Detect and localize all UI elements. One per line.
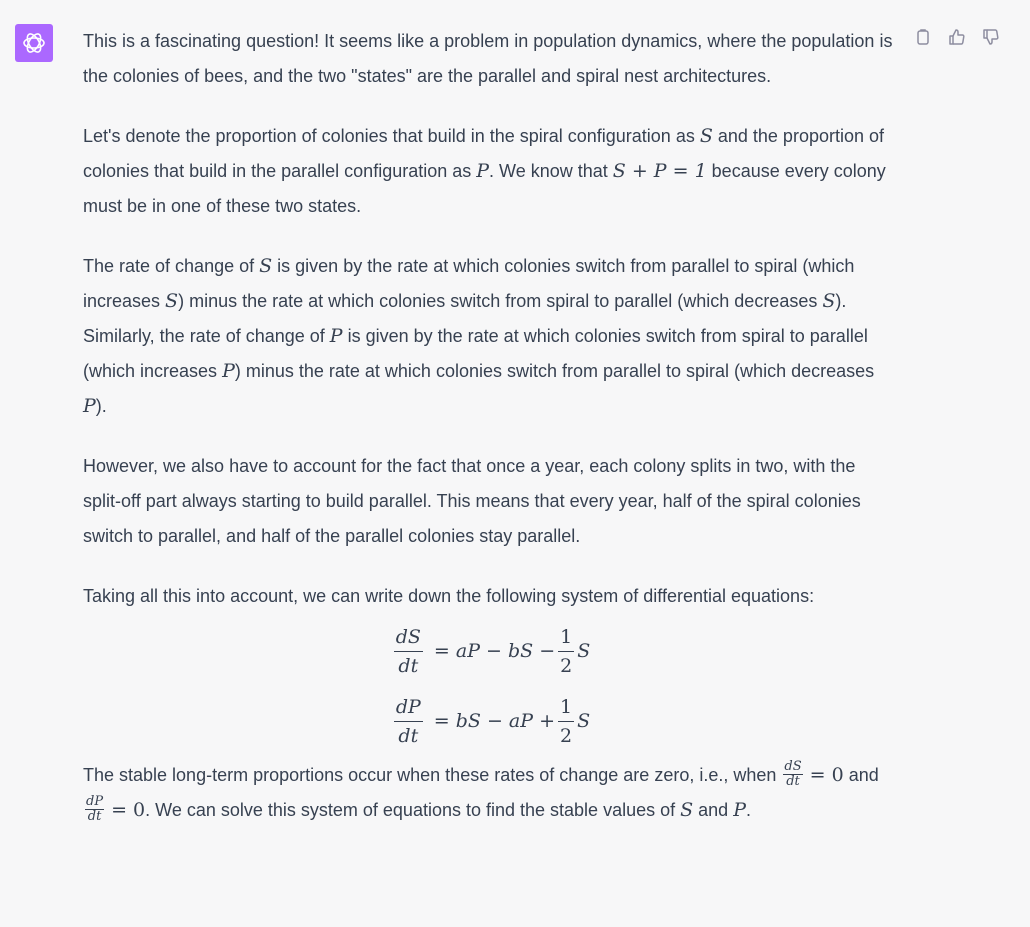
text: ) minus the rate at which colonies switch from parallel to spiral (which decreases xyxy=(234,361,875,381)
numerator: dP xyxy=(394,693,423,722)
copy-icon xyxy=(914,28,932,46)
text: . We can solve this system of equations to find the stable values of xyxy=(145,800,681,820)
assistant-avatar xyxy=(15,24,53,62)
math-sum: S + P = 1 xyxy=(612,160,707,182)
fraction-ds-dt xyxy=(394,623,423,680)
paragraph-rates xyxy=(83,249,898,424)
equation-rhs-s: S xyxy=(577,709,591,732)
thumbs-up-icon xyxy=(948,28,966,46)
text: . We know that xyxy=(489,161,613,181)
denominator: dt xyxy=(398,724,419,747)
math-p: P xyxy=(733,799,746,821)
denominator: dt xyxy=(398,654,419,677)
math-zero: = 0 xyxy=(111,799,146,821)
math-p: P xyxy=(476,160,490,182)
text: ) minus the rate at which colonies switch from spiral to parallel (which decreases xyxy=(178,291,823,311)
fraction-dp-dt xyxy=(394,693,423,750)
denominator: 2 xyxy=(560,724,573,747)
text: and the proportion of colonies that build in the parallel configuration as xyxy=(83,126,884,181)
equation-dp-dt xyxy=(391,686,590,756)
equation-rhs: = aP − bS − xyxy=(433,639,556,662)
text: is given by the rate at which colonies switch from parallel to spiral (which increases xyxy=(83,256,855,311)
inline-fraction-ds-dt xyxy=(783,760,802,789)
paragraph-system: Taking all this into account, we can write down the following system of differential equations: xyxy=(83,586,815,606)
equation-ds-dt xyxy=(391,616,591,686)
paragraph-split: However, we also have to account for the fact that once a year, each colony splits in two, with the split-off part always starting to build parallel. This means that every year, half of the spiral colonies switch to parallel, and half of the parallel colonies stay parallel. xyxy=(83,456,861,546)
text: The stable long-term proportions occur when these rates of change are zero, i.e., when xyxy=(83,765,782,785)
numerator: 1 xyxy=(558,623,574,652)
numerator: dS xyxy=(394,623,423,652)
thumbs-down-icon xyxy=(982,28,1000,46)
math-s: S xyxy=(822,290,836,312)
numerator: dS xyxy=(784,758,802,774)
copy-button[interactable] xyxy=(912,26,934,48)
text: is given by the rate at which colonies switch from spiral to parallel (which increases xyxy=(83,326,868,381)
denominator: dt xyxy=(786,773,800,789)
denominator: dt xyxy=(87,808,102,824)
text: and xyxy=(843,765,879,785)
math-p: P xyxy=(222,360,235,382)
fraction-half xyxy=(558,623,574,680)
equation-rhs: = bS − aP + xyxy=(433,709,556,732)
math-zero: = 0 xyxy=(809,764,844,786)
text: ). xyxy=(95,396,107,416)
math-s: S xyxy=(165,290,179,312)
math-p: P xyxy=(83,395,96,417)
inline-fraction-dp-dt xyxy=(85,795,104,824)
numerator: 1 xyxy=(558,693,574,722)
math-s: S xyxy=(259,255,273,277)
text: because every colony must be in one of these two states. xyxy=(83,161,886,216)
equation-rhs-s: S xyxy=(577,639,591,662)
paragraph-definitions xyxy=(83,119,898,224)
paragraph-stable xyxy=(83,758,898,828)
equation-block xyxy=(83,616,898,756)
openai-logo-icon xyxy=(21,30,47,56)
text: The rate of change of xyxy=(83,256,260,276)
numerator: dP xyxy=(86,793,104,809)
math-s: S xyxy=(680,799,694,821)
text: Let's denote the proportion of colonies that build in the spiral configuration as xyxy=(83,126,700,146)
denominator: 2 xyxy=(560,654,573,677)
text: ). Similarly, the rate of change of xyxy=(83,291,847,346)
message-actions xyxy=(912,26,1002,48)
text: and xyxy=(693,800,734,820)
thumbs-down-button[interactable] xyxy=(980,26,1002,48)
fraction-half xyxy=(558,693,574,750)
paragraph-intro: This is a fascinating question! It seems like a problem in population dynamics, where the population is the colonies of bees, and the two "states" are the parallel and spiral nest architectures. xyxy=(83,31,893,86)
math-s: S xyxy=(699,125,713,147)
thumbs-up-button[interactable] xyxy=(946,26,968,48)
text: . xyxy=(746,800,752,820)
assistant-message xyxy=(83,24,898,853)
math-p: P xyxy=(329,325,343,347)
